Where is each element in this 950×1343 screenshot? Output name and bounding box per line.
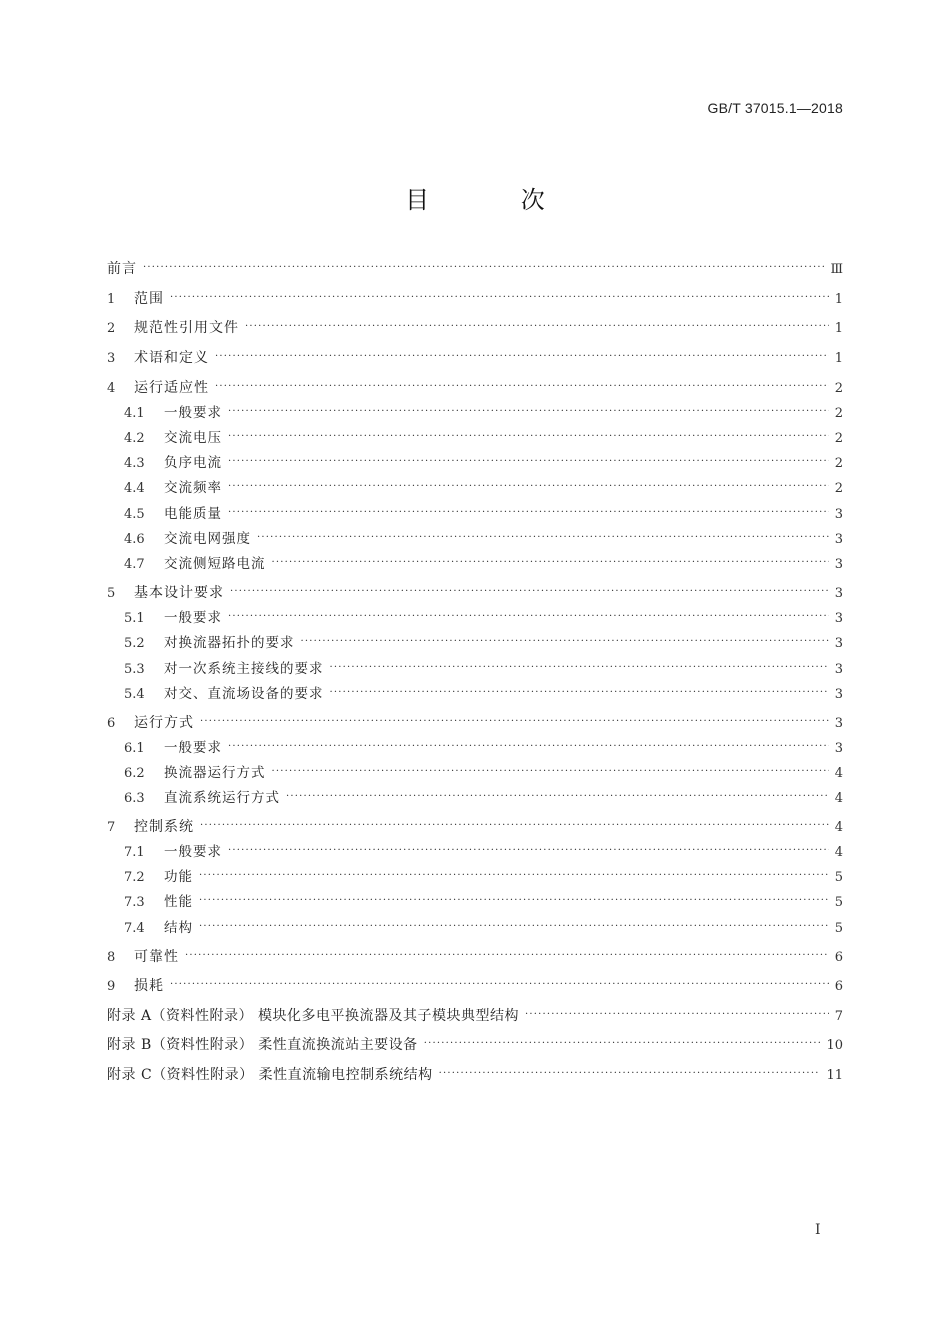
dot-leader [230, 581, 829, 603]
dot-leader [272, 552, 829, 574]
toc-entry[interactable] [107, 288, 843, 310]
toc-entry[interactable] [107, 258, 843, 280]
dot-leader [228, 401, 829, 423]
toc-entry-label: 交流侧短路电流 [164, 556, 266, 572]
toc-entry-page: 5 [834, 870, 843, 885]
toc-entry-page: 3 [834, 662, 843, 677]
toc-entry[interactable] [107, 658, 843, 680]
toc-entry[interactable] [107, 1034, 843, 1056]
toc-entry-label: 一般要求 [164, 610, 222, 626]
toc-entry-number: 4.4 [124, 481, 145, 496]
toc-entry-label: 对交、直流场设备的要求 [164, 686, 324, 702]
toc-entry-page: 5 [834, 921, 843, 936]
toc-entry-number: 7 [107, 820, 116, 835]
dot-leader [245, 316, 829, 338]
toc-entry[interactable] [107, 452, 843, 474]
toc-entry-number: 7.4 [124, 921, 145, 936]
toc-entry-page: 1 [834, 292, 843, 307]
toc-entry-page: 2 [834, 481, 843, 496]
dot-leader [143, 257, 824, 279]
toc-entry-number: 6 [107, 716, 116, 731]
toc-entry-page: 3 [834, 687, 843, 702]
toc-entry-label: 功能 [164, 869, 193, 885]
dot-leader [185, 945, 829, 967]
toc-entry-label: 结构 [164, 920, 193, 936]
toc-entry[interactable] [107, 816, 843, 838]
page-number: Ⅰ [815, 1222, 821, 1238]
dot-leader [525, 1004, 829, 1026]
toc-entry-page: 2 [834, 381, 843, 396]
toc-entry-label: 电能质量 [164, 506, 222, 522]
dot-leader [215, 376, 829, 398]
dot-leader [199, 865, 829, 887]
toc-entry-page: 1 [834, 351, 843, 366]
dot-leader [199, 916, 829, 938]
toc-entry-number: 4.5 [124, 507, 145, 522]
toc-entry[interactable] [107, 1005, 843, 1027]
toc-entry-label: 控制系统 [134, 819, 194, 835]
dot-leader [170, 974, 829, 996]
toc-entry[interactable] [107, 607, 843, 629]
dot-leader [272, 761, 829, 783]
toc-entry-page: 2 [834, 431, 843, 446]
toc-entry-page: Ⅲ [830, 262, 843, 277]
toc-entry-page: 7 [834, 1009, 843, 1024]
toc-entry-page: 3 [834, 716, 843, 731]
toc-entry[interactable] [107, 917, 843, 939]
toc-entry[interactable] [107, 503, 843, 525]
page-title: 目 次 [405, 186, 587, 214]
toc-entry-label: 性能 [164, 894, 193, 910]
dot-leader [257, 527, 829, 549]
dot-leader [228, 606, 829, 628]
toc-entry-number: 5.1 [124, 611, 145, 626]
toc-entry[interactable] [107, 841, 843, 863]
toc-entry[interactable] [107, 402, 843, 424]
dot-leader [301, 631, 829, 653]
dot-leader [330, 657, 829, 679]
toc-entry-label: 运行方式 [134, 715, 194, 731]
toc-entry-label: 规范性引用文件 [134, 320, 239, 336]
toc-entry-label: 对一次系统主接线的要求 [164, 661, 324, 677]
toc-entry-number: 2 [107, 321, 116, 336]
toc-entry-number: 5.3 [124, 662, 145, 677]
toc-entry-label: 运行适应性 [134, 380, 209, 396]
toc-entry-number: 6.2 [124, 766, 145, 781]
dot-leader [330, 682, 829, 704]
toc-entry[interactable] [107, 866, 843, 888]
toc-entry-page: 3 [834, 636, 843, 651]
toc-entry-number: 4.3 [124, 456, 145, 471]
toc-entry[interactable] [107, 377, 843, 399]
toc-entry-page: 6 [834, 950, 843, 965]
toc-entry-label: 直流系统运行方式 [164, 790, 280, 806]
toc-entry-number: 7.3 [124, 895, 145, 910]
toc-entry[interactable] [107, 683, 843, 705]
toc-entry-page: 2 [834, 456, 843, 471]
toc-entry-number: 7.2 [124, 870, 145, 885]
toc-entry-label: 附录 B（资料性附录） 柔性直流换流站主要设备 [107, 1037, 418, 1053]
toc-entry-number: 5 [107, 586, 116, 601]
dot-leader [228, 736, 829, 758]
toc-entry-number: 6.1 [124, 741, 145, 756]
toc-entry-number: 9 [107, 979, 116, 994]
toc-entry-label: 基本设计要求 [134, 585, 224, 601]
toc-entry-number: 6.3 [124, 791, 145, 806]
dot-leader [199, 890, 829, 912]
toc-entry-page: 6 [834, 979, 843, 994]
toc-entry[interactable] [107, 477, 843, 499]
toc-entry-label: 损耗 [134, 978, 164, 994]
toc-entry-label: 附录 A（资料性附录） 模块化多电平换流器及其子模块典型结构 [107, 1008, 520, 1024]
toc-entry-label: 术语和定义 [134, 350, 209, 366]
toc-entry[interactable] [107, 891, 843, 913]
toc-entry-page: 3 [834, 557, 843, 572]
toc-entry-page: 5 [834, 895, 843, 910]
toc-entry-page: 4 [834, 820, 843, 835]
toc-entry[interactable] [107, 975, 843, 997]
toc-entry-number: 3 [107, 351, 116, 366]
toc-entry-page: 3 [834, 741, 843, 756]
toc-entry-page: 2 [834, 406, 843, 421]
dot-leader [170, 287, 829, 309]
toc-entry-page: 4 [834, 766, 843, 781]
toc-entry-label: 交流电网强度 [164, 531, 251, 547]
dot-leader [286, 786, 829, 808]
dot-leader [439, 1063, 821, 1085]
toc-entry-label: 对换流器拓扑的要求 [164, 635, 295, 651]
toc-entry[interactable] [107, 1064, 843, 1086]
toc-entry-label: 交流频率 [164, 480, 222, 496]
toc-entry-number: 5.2 [124, 636, 145, 651]
dot-leader [228, 451, 829, 473]
toc-entry[interactable] [107, 946, 843, 968]
dot-leader [228, 476, 829, 498]
toc-entry[interactable] [107, 582, 843, 604]
toc-entry-number: 8 [107, 950, 116, 965]
toc-entry-number: 4.2 [124, 431, 145, 446]
toc-entry-page: 3 [834, 586, 843, 601]
dot-leader [200, 711, 829, 733]
standard-code: GB/T 37015.1—2018 [707, 100, 843, 116]
toc-entry-page: 3 [834, 532, 843, 547]
toc-entry[interactable] [107, 712, 843, 734]
toc-entry-number: 4 [107, 381, 116, 396]
toc-entry-page: 10 [826, 1038, 843, 1053]
toc-entry-label: 一般要求 [164, 844, 222, 860]
toc-entry-label: 可靠性 [134, 949, 179, 965]
toc-entry[interactable] [107, 762, 843, 784]
toc-entry-label: 附录 C（资料性附录） 柔性直流输电控制系统结构 [107, 1067, 433, 1083]
toc-entry[interactable] [107, 787, 843, 809]
toc-entry-number: 7.1 [124, 845, 145, 860]
toc-entry[interactable] [107, 347, 843, 369]
toc-entry-label: 交流电压 [164, 430, 222, 446]
toc-entry-number: 4.6 [124, 532, 145, 547]
dot-leader [228, 426, 829, 448]
toc-entry-label: 范围 [134, 291, 164, 307]
toc-entry-number: 1 [107, 292, 116, 307]
toc-entry-label: 负序电流 [164, 455, 222, 471]
toc-entry[interactable] [107, 553, 843, 575]
dot-leader [228, 502, 829, 524]
toc-entry-number: 4.1 [124, 406, 145, 421]
toc-entry-number: 4.7 [124, 557, 145, 572]
dot-leader [200, 815, 829, 837]
toc-entry-page: 3 [834, 611, 843, 626]
toc-entry-number: 5.4 [124, 687, 145, 702]
toc-entry-page: 4 [834, 845, 843, 860]
toc-entry-label: 前言 [107, 261, 137, 277]
toc-entry[interactable] [107, 317, 843, 339]
dot-leader [228, 840, 829, 862]
toc-entry[interactable] [107, 632, 843, 654]
toc-entry-page: 1 [834, 321, 843, 336]
toc-entry-label: 换流器运行方式 [164, 765, 266, 781]
toc-entry[interactable] [107, 528, 843, 550]
toc-entry-page: 11 [826, 1068, 843, 1083]
toc-entry[interactable] [107, 427, 843, 449]
toc-entry-page: 4 [834, 791, 843, 806]
toc-entry-label: 一般要求 [164, 740, 222, 756]
toc-entry-label: 一般要求 [164, 405, 222, 421]
dot-leader [215, 346, 829, 368]
dot-leader [424, 1033, 821, 1055]
toc-entry-page: 3 [834, 507, 843, 522]
toc-entry[interactable] [107, 737, 843, 759]
